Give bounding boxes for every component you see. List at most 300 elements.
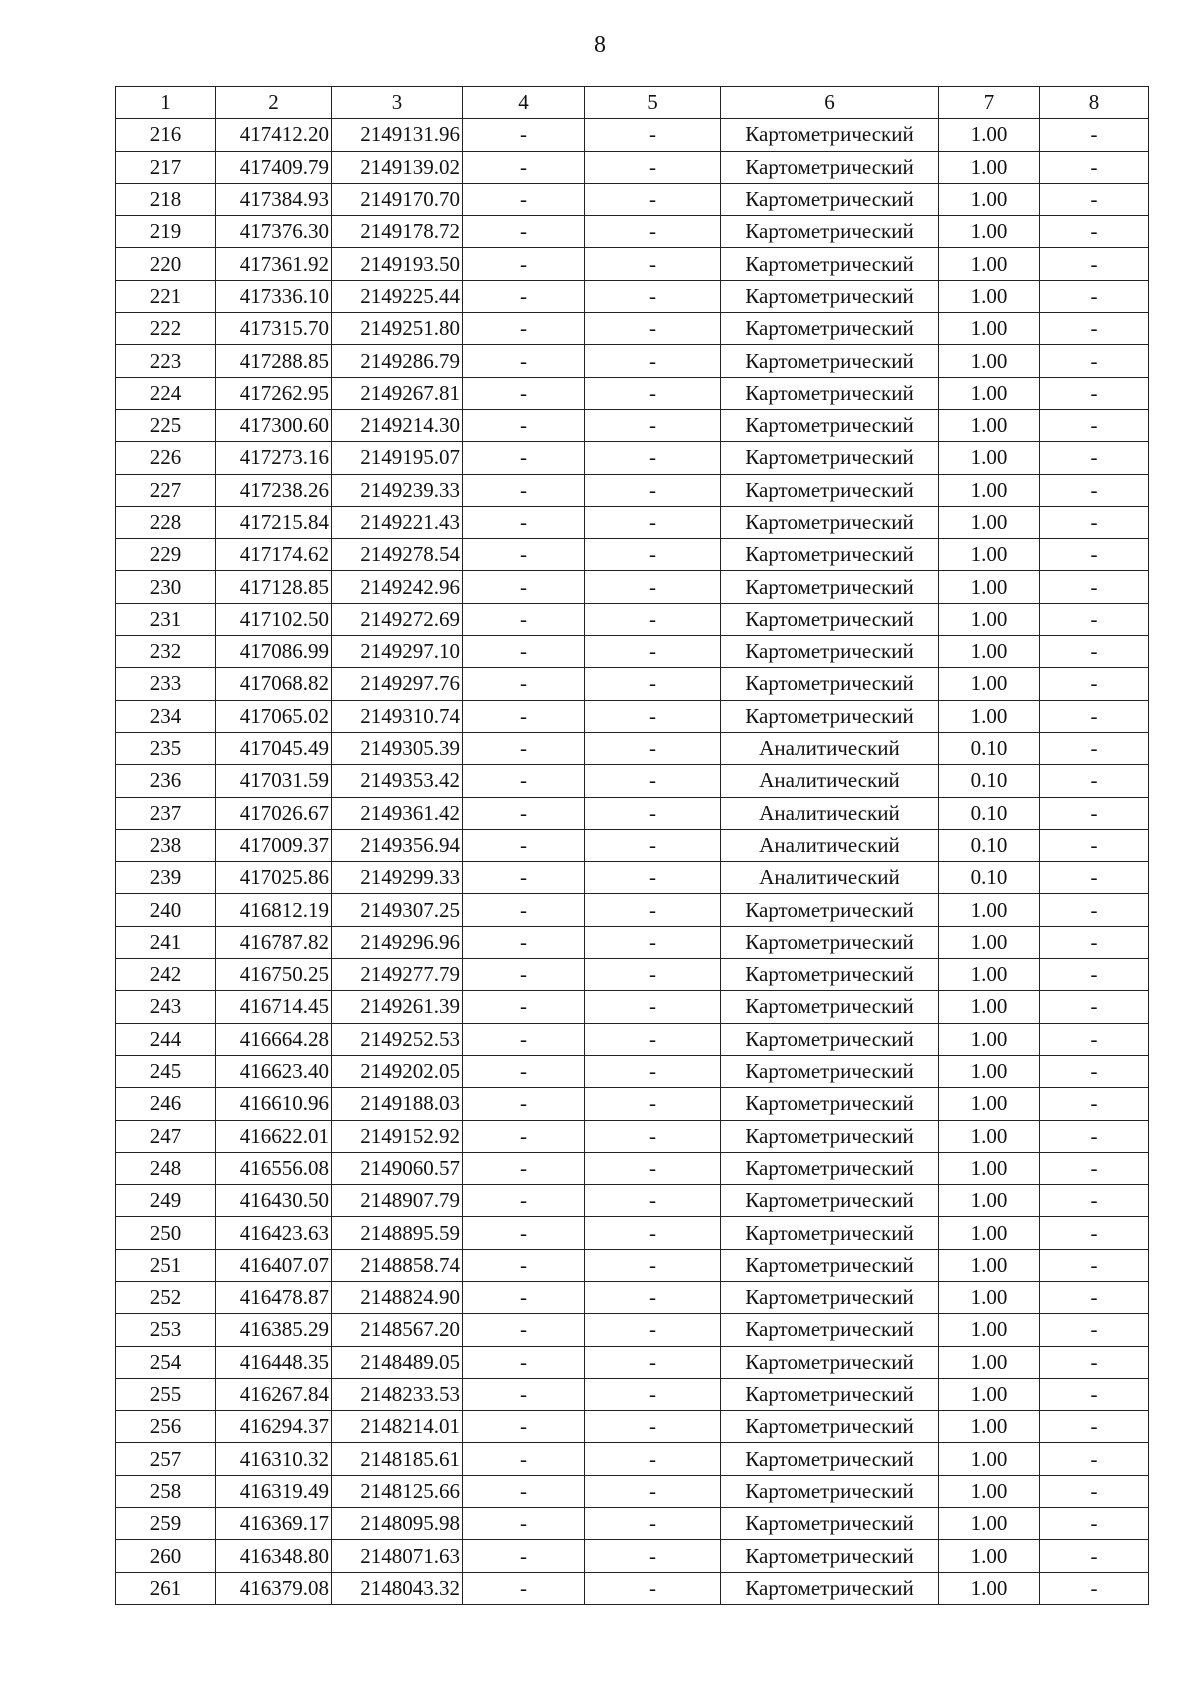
cell-x-coordinate: 416622.01 <box>216 1120 332 1152</box>
cell-x-coordinate: 417409.79 <box>216 151 332 183</box>
cell-x-coordinate: 417086.99 <box>216 636 332 668</box>
cell-accuracy: 0.10 <box>939 829 1040 861</box>
cell-method: Картометрический <box>721 991 939 1023</box>
cell-col-8: - <box>1040 474 1149 506</box>
cell-x-coordinate: 416664.28 <box>216 1023 332 1055</box>
cell-col-8: - <box>1040 959 1149 991</box>
cell-col-8: - <box>1040 1314 1149 1346</box>
cell-col-8: - <box>1040 1023 1149 1055</box>
cell-x-coordinate: 416348.80 <box>216 1540 332 1572</box>
cell-accuracy: 1.00 <box>939 1217 1040 1249</box>
table-row <box>116 571 1149 603</box>
cell-point-number: 226 <box>116 442 216 474</box>
cell-y-coordinate: 2149170.70 <box>332 183 463 215</box>
cell-method: Картометрический <box>721 1378 939 1410</box>
cell-col-5: - <box>585 1120 721 1152</box>
cell-x-coordinate: 416385.29 <box>216 1314 332 1346</box>
cell-point-number: 250 <box>116 1217 216 1249</box>
cell-col-4: - <box>463 1023 585 1055</box>
cell-col-8: - <box>1040 862 1149 894</box>
cell-col-4: - <box>463 506 585 538</box>
cell-col-8: - <box>1040 1152 1149 1184</box>
cell-col-4: - <box>463 1411 585 1443</box>
cell-method: Картометрический <box>721 474 939 506</box>
cell-method: Аналитический <box>721 765 939 797</box>
cell-col-4: - <box>463 1152 585 1184</box>
cell-col-4: - <box>463 636 585 668</box>
cell-col-4: - <box>463 442 585 474</box>
cell-x-coordinate: 416750.25 <box>216 959 332 991</box>
table-row <box>116 636 1149 668</box>
cell-x-coordinate: 417384.93 <box>216 183 332 215</box>
cell-point-number: 221 <box>116 280 216 312</box>
cell-accuracy: 1.00 <box>939 1314 1040 1346</box>
cell-method: Аналитический <box>721 797 939 829</box>
cell-col-4: - <box>463 151 585 183</box>
cell-accuracy: 1.00 <box>939 377 1040 409</box>
cell-col-4: - <box>463 732 585 764</box>
cell-accuracy: 1.00 <box>939 345 1040 377</box>
cell-point-number: 231 <box>116 603 216 635</box>
cell-col-8: - <box>1040 313 1149 345</box>
cell-col-8: - <box>1040 183 1149 215</box>
cell-col-8: - <box>1040 797 1149 829</box>
cell-y-coordinate: 2148858.74 <box>332 1249 463 1281</box>
cell-col-8: - <box>1040 1378 1149 1410</box>
cell-method: Картометрический <box>721 409 939 441</box>
cell-point-number: 217 <box>116 151 216 183</box>
cell-x-coordinate: 417300.60 <box>216 409 332 441</box>
cell-col-8: - <box>1040 1185 1149 1217</box>
cell-method: Картометрический <box>721 345 939 377</box>
cell-col-8: - <box>1040 119 1149 151</box>
cell-point-number: 249 <box>116 1185 216 1217</box>
cell-point-number: 247 <box>116 1120 216 1152</box>
cell-accuracy: 1.00 <box>939 409 1040 441</box>
cell-col-5: - <box>585 1540 721 1572</box>
cell-method: Картометрический <box>721 377 939 409</box>
cell-col-5: - <box>585 313 721 345</box>
cell-col-5: - <box>585 280 721 312</box>
cell-col-4: - <box>463 539 585 571</box>
coordinates-table <box>115 86 1149 1605</box>
table-row <box>116 1346 1149 1378</box>
column-header-6: 6 <box>721 87 939 119</box>
cell-point-number: 241 <box>116 926 216 958</box>
table-row <box>116 539 1149 571</box>
cell-col-5: - <box>585 700 721 732</box>
table-row <box>116 183 1149 215</box>
cell-y-coordinate: 2149278.54 <box>332 539 463 571</box>
cell-point-number: 225 <box>116 409 216 441</box>
cell-x-coordinate: 417412.20 <box>216 119 332 151</box>
cell-y-coordinate: 2149261.39 <box>332 991 463 1023</box>
cell-x-coordinate: 417174.62 <box>216 539 332 571</box>
table-row <box>116 1475 1149 1507</box>
table-row <box>116 1314 1149 1346</box>
cell-y-coordinate: 2148233.53 <box>332 1378 463 1410</box>
cell-col-5: - <box>585 829 721 861</box>
cell-col-8: - <box>1040 151 1149 183</box>
cell-x-coordinate: 416556.08 <box>216 1152 332 1184</box>
cell-col-5: - <box>585 1346 721 1378</box>
cell-method: Картометрический <box>721 280 939 312</box>
cell-point-number: 257 <box>116 1443 216 1475</box>
cell-point-number: 218 <box>116 183 216 215</box>
cell-method: Картометрический <box>721 1540 939 1572</box>
cell-y-coordinate: 2148125.66 <box>332 1475 463 1507</box>
cell-y-coordinate: 2149225.44 <box>332 280 463 312</box>
cell-point-number: 235 <box>116 732 216 764</box>
table-row <box>116 732 1149 764</box>
cell-y-coordinate: 2148095.98 <box>332 1508 463 1540</box>
table-row <box>116 248 1149 280</box>
cell-x-coordinate: 417031.59 <box>216 765 332 797</box>
cell-col-8: - <box>1040 732 1149 764</box>
cell-col-5: - <box>585 183 721 215</box>
cell-point-number: 229 <box>116 539 216 571</box>
cell-x-coordinate: 416369.17 <box>216 1508 332 1540</box>
cell-col-5: - <box>585 377 721 409</box>
cell-x-coordinate: 417238.26 <box>216 474 332 506</box>
cell-col-4: - <box>463 1443 585 1475</box>
cell-col-5: - <box>585 506 721 538</box>
cell-x-coordinate: 416310.32 <box>216 1443 332 1475</box>
cell-method: Картометрический <box>721 1217 939 1249</box>
cell-accuracy: 0.10 <box>939 797 1040 829</box>
cell-accuracy: 1.00 <box>939 1281 1040 1313</box>
cell-method: Картометрический <box>721 1185 939 1217</box>
cell-x-coordinate: 417376.30 <box>216 216 332 248</box>
cell-accuracy: 1.00 <box>939 539 1040 571</box>
cell-col-5: - <box>585 862 721 894</box>
cell-method: Аналитический <box>721 862 939 894</box>
cell-col-8: - <box>1040 1055 1149 1087</box>
cell-accuracy: 1.00 <box>939 474 1040 506</box>
cell-point-number: 227 <box>116 474 216 506</box>
cell-method: Картометрический <box>721 1475 939 1507</box>
cell-method: Картометрический <box>721 700 939 732</box>
cell-col-5: - <box>585 571 721 603</box>
cell-x-coordinate: 416623.40 <box>216 1055 332 1087</box>
cell-accuracy: 1.00 <box>939 894 1040 926</box>
cell-method: Картометрический <box>721 1023 939 1055</box>
cell-point-number: 237 <box>116 797 216 829</box>
table-row <box>116 1217 1149 1249</box>
cell-col-4: - <box>463 829 585 861</box>
cell-col-5: - <box>585 765 721 797</box>
cell-x-coordinate: 416319.49 <box>216 1475 332 1507</box>
cell-point-number: 224 <box>116 377 216 409</box>
cell-col-4: - <box>463 1475 585 1507</box>
cell-x-coordinate: 416294.37 <box>216 1411 332 1443</box>
cell-x-coordinate: 417288.85 <box>216 345 332 377</box>
table-row <box>116 377 1149 409</box>
cell-accuracy: 1.00 <box>939 1088 1040 1120</box>
cell-accuracy: 0.10 <box>939 862 1040 894</box>
cell-col-4: - <box>463 474 585 506</box>
table-row <box>116 151 1149 183</box>
table-row <box>116 668 1149 700</box>
cell-y-coordinate: 2149242.96 <box>332 571 463 603</box>
cell-point-number: 243 <box>116 991 216 1023</box>
cell-method: Картометрический <box>721 1152 939 1184</box>
cell-y-coordinate: 2149251.80 <box>332 313 463 345</box>
cell-point-number: 245 <box>116 1055 216 1087</box>
cell-y-coordinate: 2148214.01 <box>332 1411 463 1443</box>
cell-method: Картометрический <box>721 151 939 183</box>
column-header-3: 3 <box>332 87 463 119</box>
cell-y-coordinate: 2149286.79 <box>332 345 463 377</box>
cell-y-coordinate: 2149361.42 <box>332 797 463 829</box>
cell-accuracy: 1.00 <box>939 1508 1040 1540</box>
cell-col-5: - <box>585 1378 721 1410</box>
cell-col-5: - <box>585 991 721 1023</box>
table-row <box>116 1023 1149 1055</box>
table-row <box>116 1120 1149 1152</box>
cell-point-number: 239 <box>116 862 216 894</box>
cell-x-coordinate: 417262.95 <box>216 377 332 409</box>
cell-col-8: - <box>1040 1443 1149 1475</box>
cell-y-coordinate: 2148567.20 <box>332 1314 463 1346</box>
cell-col-5: - <box>585 1572 721 1604</box>
cell-y-coordinate: 2149307.25 <box>332 894 463 926</box>
cell-point-number: 253 <box>116 1314 216 1346</box>
cell-col-8: - <box>1040 1540 1149 1572</box>
cell-accuracy: 1.00 <box>939 1378 1040 1410</box>
cell-y-coordinate: 2148489.05 <box>332 1346 463 1378</box>
cell-point-number: 219 <box>116 216 216 248</box>
cell-y-coordinate: 2148824.90 <box>332 1281 463 1313</box>
cell-method: Картометрический <box>721 1055 939 1087</box>
cell-y-coordinate: 2149310.74 <box>332 700 463 732</box>
cell-col-4: - <box>463 1540 585 1572</box>
cell-col-4: - <box>463 1572 585 1604</box>
cell-col-8: - <box>1040 280 1149 312</box>
cell-point-number: 234 <box>116 700 216 732</box>
cell-y-coordinate: 2149296.96 <box>332 926 463 958</box>
table-row <box>116 1411 1149 1443</box>
cell-accuracy: 1.00 <box>939 991 1040 1023</box>
cell-y-coordinate: 2149202.05 <box>332 1055 463 1087</box>
cell-y-coordinate: 2149131.96 <box>332 119 463 151</box>
cell-col-5: - <box>585 1314 721 1346</box>
cell-col-4: - <box>463 409 585 441</box>
cell-method: Картометрический <box>721 1411 939 1443</box>
column-header-5: 5 <box>585 87 721 119</box>
cell-col-4: - <box>463 1346 585 1378</box>
table-row <box>116 409 1149 441</box>
cell-y-coordinate: 2149356.94 <box>332 829 463 861</box>
cell-col-8: - <box>1040 1475 1149 1507</box>
cell-col-4: - <box>463 991 585 1023</box>
cell-x-coordinate: 417128.85 <box>216 571 332 603</box>
cell-accuracy: 1.00 <box>939 700 1040 732</box>
cell-accuracy: 1.00 <box>939 313 1040 345</box>
cell-x-coordinate: 417273.16 <box>216 442 332 474</box>
cell-col-8: - <box>1040 539 1149 571</box>
cell-col-4: - <box>463 216 585 248</box>
cell-accuracy: 1.00 <box>939 668 1040 700</box>
cell-method: Аналитический <box>721 732 939 764</box>
cell-point-number: 261 <box>116 1572 216 1604</box>
cell-col-5: - <box>585 1217 721 1249</box>
cell-col-5: - <box>585 797 721 829</box>
column-header-2: 2 <box>216 87 332 119</box>
cell-col-5: - <box>585 1055 721 1087</box>
cell-method: Картометрический <box>721 1508 939 1540</box>
cell-col-8: - <box>1040 442 1149 474</box>
cell-x-coordinate: 416379.08 <box>216 1572 332 1604</box>
cell-accuracy: 1.00 <box>939 571 1040 603</box>
cell-method: Картометрический <box>721 668 939 700</box>
cell-col-4: - <box>463 1055 585 1087</box>
cell-x-coordinate: 417102.50 <box>216 603 332 635</box>
cell-col-4: - <box>463 313 585 345</box>
cell-accuracy: 1.00 <box>939 1540 1040 1572</box>
cell-accuracy: 1.00 <box>939 216 1040 248</box>
cell-col-4: - <box>463 668 585 700</box>
cell-col-4: - <box>463 1185 585 1217</box>
cell-y-coordinate: 2148895.59 <box>332 1217 463 1249</box>
cell-col-5: - <box>585 894 721 926</box>
cell-col-5: - <box>585 1411 721 1443</box>
cell-col-5: - <box>585 474 721 506</box>
cell-col-8: - <box>1040 1249 1149 1281</box>
cell-y-coordinate: 2149188.03 <box>332 1088 463 1120</box>
cell-x-coordinate: 417065.02 <box>216 700 332 732</box>
cell-y-coordinate: 2149272.69 <box>332 603 463 635</box>
cell-col-4: - <box>463 959 585 991</box>
cell-accuracy: 1.00 <box>939 1411 1040 1443</box>
table-header-row <box>116 87 1149 119</box>
table-row <box>116 765 1149 797</box>
cell-col-8: - <box>1040 1281 1149 1313</box>
cell-point-number: 246 <box>116 1088 216 1120</box>
cell-method: Картометрический <box>721 539 939 571</box>
cell-col-4: - <box>463 1378 585 1410</box>
cell-col-8: - <box>1040 636 1149 668</box>
cell-y-coordinate: 2149305.39 <box>332 732 463 764</box>
cell-col-5: - <box>585 668 721 700</box>
cell-y-coordinate: 2148185.61 <box>332 1443 463 1475</box>
cell-method: Картометрический <box>721 183 939 215</box>
cell-point-number: 259 <box>116 1508 216 1540</box>
table-row <box>116 862 1149 894</box>
cell-accuracy: 1.00 <box>939 636 1040 668</box>
cell-accuracy: 1.00 <box>939 603 1040 635</box>
cell-y-coordinate: 2149297.10 <box>332 636 463 668</box>
cell-accuracy: 1.00 <box>939 1120 1040 1152</box>
cell-method: Картометрический <box>721 636 939 668</box>
cell-point-number: 230 <box>116 571 216 603</box>
cell-point-number: 236 <box>116 765 216 797</box>
cell-col-4: - <box>463 1088 585 1120</box>
cell-col-8: - <box>1040 829 1149 861</box>
cell-accuracy: 1.00 <box>939 959 1040 991</box>
cell-point-number: 244 <box>116 1023 216 1055</box>
table-row <box>116 1281 1149 1313</box>
cell-col-5: - <box>585 1185 721 1217</box>
cell-col-4: - <box>463 926 585 958</box>
cell-col-4: - <box>463 603 585 635</box>
cell-col-4: - <box>463 1217 585 1249</box>
cell-accuracy: 1.00 <box>939 1152 1040 1184</box>
cell-method: Картометрический <box>721 926 939 958</box>
cell-method: Картометрический <box>721 442 939 474</box>
cell-method: Картометрический <box>721 1249 939 1281</box>
table-row <box>116 1249 1149 1281</box>
table-row <box>116 1185 1149 1217</box>
cell-accuracy: 1.00 <box>939 506 1040 538</box>
cell-accuracy: 1.00 <box>939 248 1040 280</box>
cell-col-4: - <box>463 1508 585 1540</box>
cell-x-coordinate: 417068.82 <box>216 668 332 700</box>
cell-accuracy: 1.00 <box>939 1572 1040 1604</box>
cell-col-5: - <box>585 119 721 151</box>
cell-col-5: - <box>585 959 721 991</box>
table-row <box>116 603 1149 635</box>
cell-y-coordinate: 2149299.33 <box>332 862 463 894</box>
cell-accuracy: 1.00 <box>939 926 1040 958</box>
cell-method: Картометрический <box>721 959 939 991</box>
cell-y-coordinate: 2149277.79 <box>332 959 463 991</box>
cell-method: Картометрический <box>721 119 939 151</box>
cell-col-5: - <box>585 1508 721 1540</box>
column-header-7: 7 <box>939 87 1040 119</box>
cell-method: Картометрический <box>721 313 939 345</box>
cell-accuracy: 1.00 <box>939 151 1040 183</box>
cell-col-4: - <box>463 345 585 377</box>
cell-x-coordinate: 417215.84 <box>216 506 332 538</box>
cell-accuracy: 1.00 <box>939 1185 1040 1217</box>
cell-x-coordinate: 416478.87 <box>216 1281 332 1313</box>
cell-col-4: - <box>463 894 585 926</box>
cell-col-5: - <box>585 409 721 441</box>
table-row <box>116 1508 1149 1540</box>
cell-col-8: - <box>1040 345 1149 377</box>
cell-col-8: - <box>1040 506 1149 538</box>
cell-method: Картометрический <box>721 1120 939 1152</box>
column-header-4: 4 <box>463 87 585 119</box>
cell-y-coordinate: 2149060.57 <box>332 1152 463 1184</box>
cell-point-number: 260 <box>116 1540 216 1572</box>
table-row <box>116 1055 1149 1087</box>
cell-point-number: 223 <box>116 345 216 377</box>
cell-col-8: - <box>1040 603 1149 635</box>
cell-col-4: - <box>463 248 585 280</box>
cell-x-coordinate: 417009.37 <box>216 829 332 861</box>
cell-col-5: - <box>585 1088 721 1120</box>
cell-x-coordinate: 416267.84 <box>216 1378 332 1410</box>
cell-col-5: - <box>585 1152 721 1184</box>
cell-x-coordinate: 417315.70 <box>216 313 332 345</box>
cell-y-coordinate: 2149353.42 <box>332 765 463 797</box>
table-row <box>116 216 1149 248</box>
cell-col-5: - <box>585 732 721 764</box>
cell-method: Картометрический <box>721 1572 939 1604</box>
cell-point-number: 256 <box>116 1411 216 1443</box>
cell-method: Аналитический <box>721 829 939 861</box>
cell-method: Картометрический <box>721 1314 939 1346</box>
cell-col-5: - <box>585 603 721 635</box>
cell-col-5: - <box>585 1281 721 1313</box>
cell-accuracy: 1.00 <box>939 119 1040 151</box>
cell-y-coordinate: 2149139.02 <box>332 151 463 183</box>
cell-y-coordinate: 2149214.30 <box>332 409 463 441</box>
page-number: 8 <box>594 32 606 58</box>
cell-col-8: - <box>1040 1572 1149 1604</box>
